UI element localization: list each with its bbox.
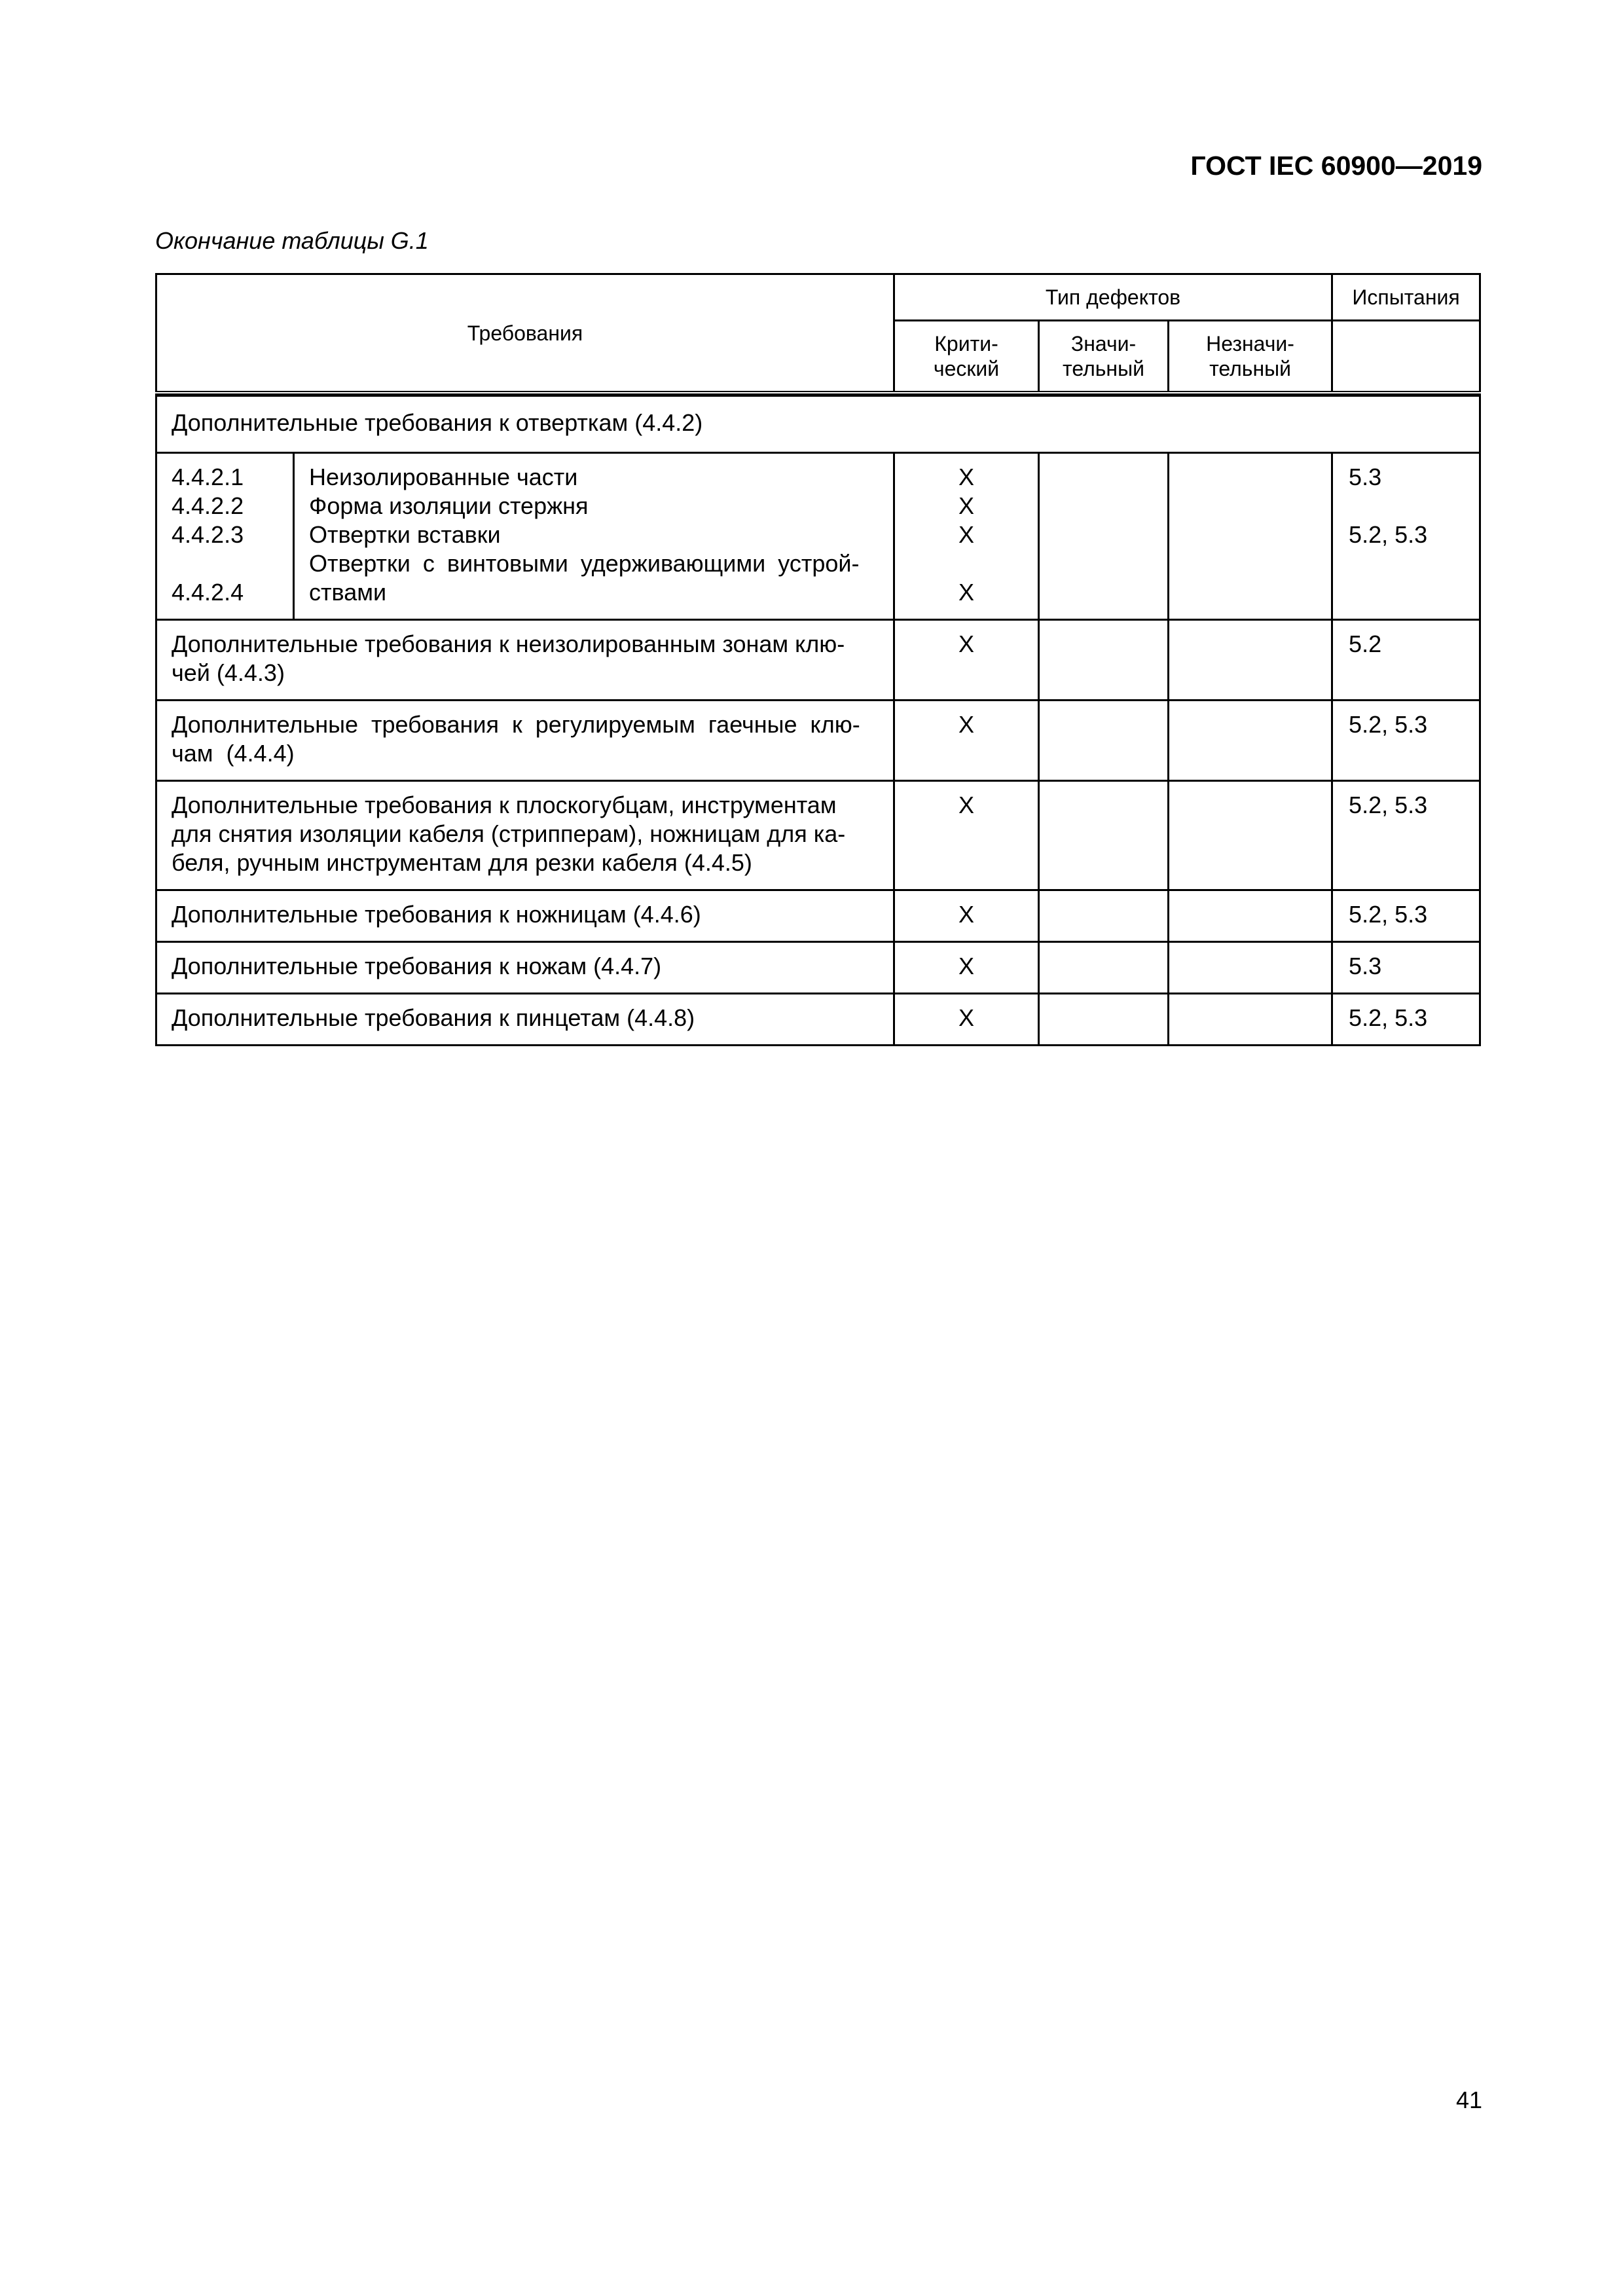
tests-cell: 5.2, 5.3 <box>1332 781 1480 890</box>
significant-cell <box>1039 994 1169 1046</box>
header-minor: Незначи- тельный <box>1169 321 1332 393</box>
tests-cell: 5.2, 5.3 <box>1332 890 1480 942</box>
table-row <box>156 701 1480 781</box>
critical-mark: X <box>958 521 975 548</box>
header-tests-blank <box>1332 321 1480 393</box>
minor-cell <box>1169 620 1332 701</box>
critical-mark-spacer <box>895 549 1038 578</box>
minor-cell <box>1169 890 1332 942</box>
section-title-screwdrivers: Дополнительные требования к отверткам (4.4.2) <box>156 396 1480 453</box>
sub-item-text: Отвертки с винтовыми удерживающими устрой- <box>309 550 860 577</box>
table-g1 <box>155 273 1481 1046</box>
sub-item-text: ствами <box>309 579 387 606</box>
header-tests: Испытания <box>1332 274 1480 321</box>
critical-mark: X <box>958 464 975 490</box>
significant-cell <box>1039 701 1169 781</box>
critical-mark: X <box>958 579 975 606</box>
table-row <box>156 942 1480 994</box>
requirement-cell: Дополнительные требования к ножницам (4.4.6) <box>156 890 894 942</box>
sub-items-critical <box>894 453 1039 620</box>
tests-cell: 5.2 <box>1332 620 1480 701</box>
sub-item-text: Форма изоляции стержня <box>309 492 589 519</box>
sub-item-text: Неизолированные части <box>309 464 578 490</box>
critical-cell: X <box>894 701 1039 781</box>
minor-cell <box>1169 781 1332 890</box>
sub-item-number: 4.4.2.3 <box>172 521 244 548</box>
requirement-cell: Дополнительные требования к ножам (4.4.7) <box>156 942 894 994</box>
requirement-cell: Дополнительные требования к регулируемым гаечные клю- чам (4.4.4) <box>156 701 894 781</box>
sub-items-tests <box>1332 453 1480 620</box>
table-row <box>156 781 1480 890</box>
minor-cell <box>1169 701 1332 781</box>
test-ref <box>1349 492 1479 520</box>
sub-item-number: 4.4.2.2 <box>172 492 244 519</box>
tests-cell: 5.2, 5.3 <box>1332 701 1480 781</box>
test-ref-spacer <box>1349 549 1479 578</box>
minor-cell <box>1169 994 1332 1046</box>
table-row <box>156 890 1480 942</box>
significant-cell <box>1039 620 1169 701</box>
critical-cell: X <box>894 620 1039 701</box>
sub-item-numbers <box>156 453 294 620</box>
significant-cell <box>1039 781 1169 890</box>
sub-item-text: Отвертки вставки <box>309 521 501 548</box>
sub-item-number: 4.4.2.1 <box>172 464 244 490</box>
header-requirements: Требования <box>156 274 894 393</box>
table-row <box>156 994 1480 1046</box>
critical-cell: X <box>894 994 1039 1046</box>
sub-item-texts <box>294 453 894 620</box>
table-g1-container <box>155 273 1479 1046</box>
page-number: 41 <box>1455 2086 1482 2113</box>
sub-item-number: 4.4.2.4 <box>172 579 244 606</box>
minor-cell <box>1169 942 1332 994</box>
critical-cell: X <box>894 942 1039 994</box>
tests-cell: 5.2, 5.3 <box>1332 994 1480 1046</box>
table-caption: Окончание таблицы G.1 <box>155 227 429 254</box>
table-row <box>156 620 1480 701</box>
critical-cell: X <box>894 781 1039 890</box>
significant-cell <box>1039 942 1169 994</box>
requirement-cell: Дополнительные требования к неизолированным зонам клю- чей (4.4.3) <box>156 620 894 701</box>
requirement-cell: Дополнительные требования к пинцетам (4.4.8) <box>156 994 894 1046</box>
table-row <box>156 453 1480 620</box>
tests-cell: 5.3 <box>1332 942 1480 994</box>
requirement-cell: Дополнительные требования к плоскогубцам, инструментам для снятия изоляции кабеля (стрипперам), ножницам для ка- беля, ручным инструментам для резки кабеля (4.4.5) <box>156 781 894 890</box>
critical-mark: X <box>958 492 975 519</box>
header-critical: Крити- ческий <box>894 321 1039 393</box>
standard-number: ГОСТ IEC 60900—2019 <box>1190 151 1482 181</box>
test-ref: 5.2, 5.3 <box>1349 521 1428 548</box>
sub-items-minor <box>1169 453 1332 620</box>
sub-item-number-spacer <box>172 549 293 578</box>
table-row <box>156 396 1480 453</box>
header-significant: Значи- тельный <box>1039 321 1169 393</box>
header-defect-type: Тип дефектов <box>894 274 1332 321</box>
test-ref: 5.3 <box>1349 464 1382 490</box>
sub-items-significant <box>1039 453 1169 620</box>
test-ref <box>1349 578 1479 607</box>
critical-cell: X <box>894 890 1039 942</box>
significant-cell <box>1039 890 1169 942</box>
